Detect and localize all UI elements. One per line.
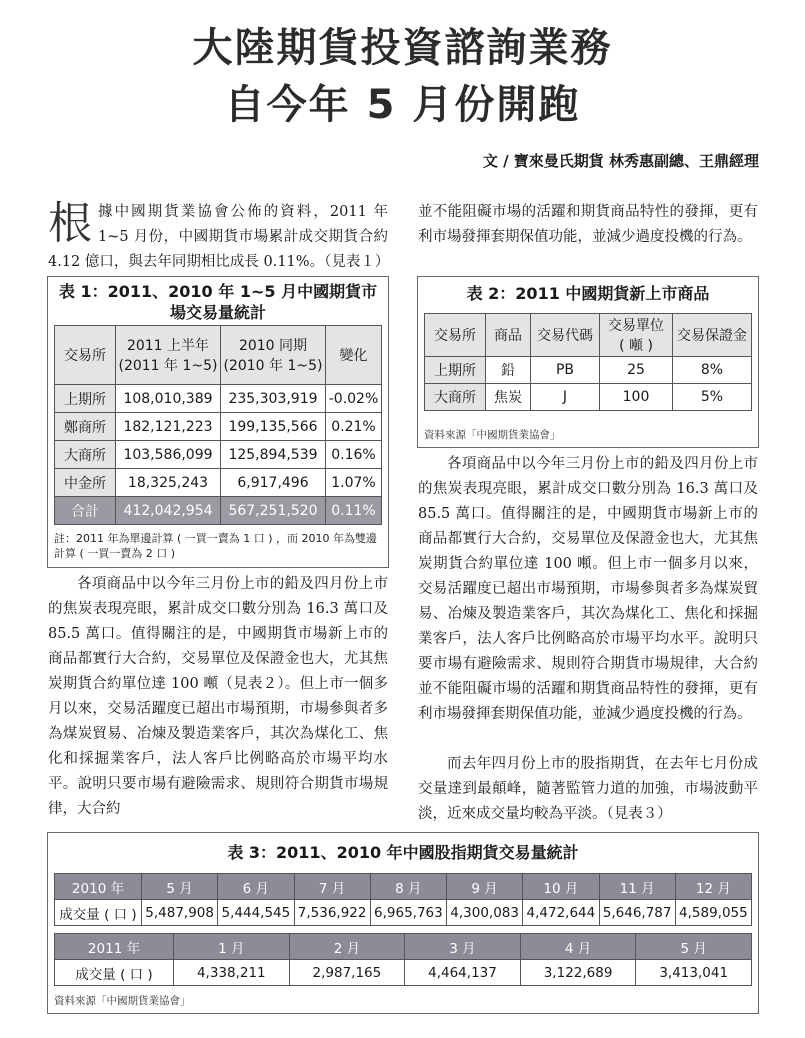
table2-header: 交易保證金 xyxy=(673,314,752,357)
table3-cell: 2010 年 xyxy=(55,874,142,900)
title-line-2: 自今年 5 月份開跑 xyxy=(224,82,581,128)
table3-cell: 4,589,055 xyxy=(675,900,751,926)
table2-title: 表 2：2011 中國期貨新上市商品 xyxy=(466,284,710,303)
table1-header: 2011 上半年 (2011 年 1~5) xyxy=(116,326,221,385)
table1-cell: 108,010,389 xyxy=(116,385,221,413)
table1-cell: 0.21% xyxy=(326,413,382,441)
table3-cell: 3 月 xyxy=(405,934,521,960)
table1-cell: 1.07% xyxy=(326,469,382,497)
table-row xyxy=(55,441,382,469)
table-row xyxy=(425,384,752,411)
table2-header: 交易所 xyxy=(425,314,486,357)
table-row xyxy=(425,357,752,384)
table3-2011 xyxy=(54,933,752,986)
table3-cell: 5 月 xyxy=(636,934,752,960)
table3-cell: 7 月 xyxy=(294,874,370,900)
table3-cell: 9 月 xyxy=(447,874,523,900)
table2-cell: 100 xyxy=(600,384,673,411)
table2-cell: PB xyxy=(531,357,600,384)
table3-cell: 7,536,922 xyxy=(294,900,370,926)
table1-note: 註：2011 年為單邊計算 ( 一買一賣為 1 口 ) ，而 2010 年為雙邊計算 ( 一買一賣為 2 口 ) xyxy=(54,532,378,560)
table1-title: 表 1：2011、2010 年 1~5 月中國期貨市場交易量統計 xyxy=(58,282,378,322)
table-row xyxy=(55,413,382,441)
table2-header: 交易代碼 xyxy=(531,314,600,357)
table3-cell: 6 月 xyxy=(218,874,294,900)
table3-cell: 2 月 xyxy=(289,934,405,960)
table2-cell: 25 xyxy=(600,357,673,384)
table3-cell: 4,472,644 xyxy=(523,900,599,926)
table1-total-cell: 合計 xyxy=(55,497,116,525)
table3-cell: 8 月 xyxy=(370,874,446,900)
table2-source: 資料來源「中國期貨業協會」 xyxy=(424,429,561,441)
right-paragraph-1: 各項商品中以今年三月份上市的鉛及四月份上市的焦炭表現亮眼，累計成交口數分別為 16.3 萬口及 85.5 萬口。值得關注的是，中國期貨市場新上市的商品都實行大合約，交易單位及保證金也大，尤其焦炭期貨合約單位達 100 噸。但上市一個多月以來，交易活躍度已超出市場預期，市場參與者多為煤炭貿易、冶煉及製造業客戶，其次為煤化工、焦化和採掘業客戶，法人客戶比例略高於市場平均水平。說明只要市場有避險需求、規則符合期貨市場規律，大合約並不能阻礙市場的活躍和期貨商品特性的發揮，更有利市場發揮套期保值功能，並減少過度投機的行為。 xyxy=(418,456,758,722)
table1-cell: 103,586,099 xyxy=(116,441,221,469)
table1-cell: -0.02% xyxy=(326,385,382,413)
byline: 文 / 寶來曼氏期貨 林秀惠副總、王鼎經理 xyxy=(482,152,759,170)
table3-cell: 3,122,689 xyxy=(520,960,636,986)
table-row xyxy=(55,469,382,497)
table1-cell: 鄭商所 xyxy=(55,413,116,441)
table1-cell: 0.16% xyxy=(326,441,382,469)
table3-cell: 5,444,545 xyxy=(218,900,294,926)
table3-2010-header-row xyxy=(55,874,752,900)
table1-header: 2010 同期 (2010 年 1~5) xyxy=(221,326,326,385)
table1 xyxy=(54,325,382,525)
table3-cell: 3,413,041 xyxy=(636,960,752,986)
table1-cell: 125,894,539 xyxy=(221,441,326,469)
left-paragraph: 各項商品中以今年三月份上市的鉛及四月份上市的焦炭表現亮眼，累計成交口數分別為 16.3 萬口及 85.5 萬口。值得關注的是，中國期貨市場新上市的商品都實行大合約，交易單位及保證金也大，尤其焦炭期貨合約單位達 100 噸（見表２）。但上市一個多月以來，交易活躍度已超出市場預期，市場參與者多為煤炭貿易、冶煉及製造業客戶，其次為煤化工、焦化和採掘業客戶，法人客戶比例略高於市場平均水平。說明只要市場有避險需求、規則符合期貨市場規律，大合約 xyxy=(48,576,388,817)
table-row xyxy=(55,385,382,413)
table1-cell: 大商所 xyxy=(55,441,116,469)
table1-cell: 182,121,223 xyxy=(116,413,221,441)
table3-cell: 5,646,787 xyxy=(599,900,675,926)
table1-header: 變化 xyxy=(326,326,382,385)
table1-total-cell: 567,251,520 xyxy=(221,497,326,525)
table2-cell: 大商所 xyxy=(425,384,486,411)
table3-source: 資料來源「中國期貨業協會」 xyxy=(54,995,191,1007)
table1-total-cell: 0.11% xyxy=(326,497,382,525)
table3-cell: 成交量 ( 口 ) xyxy=(55,960,174,986)
table2-cell: 焦炭 xyxy=(486,384,531,411)
table1-cell: 上期所 xyxy=(55,385,116,413)
intro-text: 據中國期貨業協會公佈的資料，2011 年 1~5 月份，中國期貨市場累計成交期貨合約 4.12 億口，與去年同期相比成長 0.11%。（見表１） xyxy=(48,204,390,270)
table1-cell: 中金所 xyxy=(55,469,116,497)
table3-cell: 6,965,763 xyxy=(370,900,446,926)
table3-cell: 4,338,211 xyxy=(174,960,290,986)
table1-total-row xyxy=(55,497,382,525)
table3-cell: 1 月 xyxy=(174,934,290,960)
table2-cell: 鉛 xyxy=(486,357,531,384)
table-row xyxy=(55,900,752,926)
table2-header: 交易單位 ( 噸 ) xyxy=(600,314,673,357)
table1-header: 交易所 xyxy=(55,326,116,385)
table1-cell: 235,303,919 xyxy=(221,385,326,413)
table2-box xyxy=(417,276,759,448)
table1-cell: 18,325,243 xyxy=(116,469,221,497)
table2-cell: 8% xyxy=(673,357,752,384)
drop-cap: 根 xyxy=(48,198,92,249)
right-top-paragraph: 並不能阻礙市場的活躍和期貨商品特性的發揮，更有利市場發揮套期保值功能，並減少過度投機的行為。 xyxy=(418,204,758,245)
table2-cell: 5% xyxy=(673,384,752,411)
table1-total-cell: 412,042,954 xyxy=(116,497,221,525)
table3-2010 xyxy=(54,873,752,926)
table1-cell: 199,135,566 xyxy=(221,413,326,441)
table3-cell: 5,487,908 xyxy=(142,900,218,926)
table3-cell: 12 月 xyxy=(675,874,751,900)
table3-cell: 4,300,083 xyxy=(447,900,523,926)
table2 xyxy=(424,313,752,411)
table3-cell: 成交量 ( 口 ) xyxy=(55,900,142,926)
table3-title: 表 3：2011、2010 年中國股指期貨交易量統計 xyxy=(227,843,579,862)
table1-cell: 6,917,496 xyxy=(221,469,326,497)
table2-cell: J xyxy=(531,384,600,411)
intro-paragraph xyxy=(48,200,388,275)
table3-2011-header-row xyxy=(55,934,752,960)
table3-box xyxy=(47,832,759,1014)
table1-box xyxy=(47,276,389,568)
title-line-1: 大陸期貨投資諮詢業務 xyxy=(192,25,613,71)
table3-cell: 4,464,137 xyxy=(405,960,521,986)
table3-cell: 5 月 xyxy=(142,874,218,900)
table-row xyxy=(55,960,752,986)
table3-cell: 2011 年 xyxy=(55,934,174,960)
table2-cell: 上期所 xyxy=(425,357,486,384)
right-paragraph-2: 而去年四月份上市的股指期貨，在去年七月份成交量達到最顛峰，隨著監管力道的加強，市場波動平淡，近來成交量均較為平淡。（見表３） xyxy=(418,756,758,822)
table3-cell: 2,987,165 xyxy=(289,960,405,986)
table3-cell: 11 月 xyxy=(599,874,675,900)
table2-header: 商品 xyxy=(486,314,531,357)
table3-cell: 10 月 xyxy=(523,874,599,900)
table3-cell: 4 月 xyxy=(520,934,636,960)
